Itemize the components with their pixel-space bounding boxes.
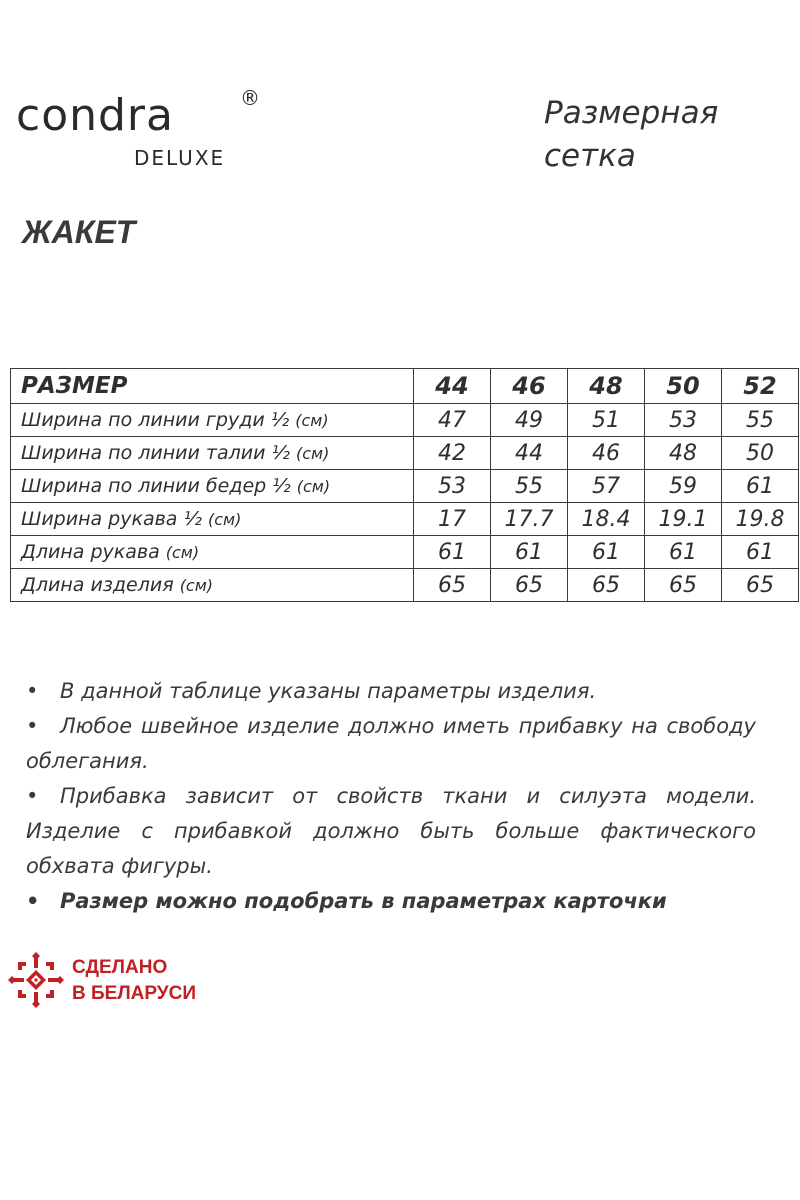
notes-list <box>26 674 756 919</box>
row-label-text: Ширина рукава ½ <box>21 508 202 530</box>
note-item <box>26 709 756 779</box>
size-cell: 50 <box>645 369 722 404</box>
value-cell: 19.1 <box>645 503 722 536</box>
value-cell: 65 <box>722 569 799 602</box>
size-cell: 44 <box>414 369 491 404</box>
row-unit: (см) <box>295 444 330 463</box>
row-label <box>11 503 414 536</box>
row-label-text: Длина рукава <box>21 541 160 563</box>
value-cell: 46 <box>568 437 645 470</box>
row-label <box>11 569 414 602</box>
brand-subline: DELUXE <box>134 146 226 170</box>
note-text: Любое швейное изделие должно иметь прибавку на свободу облегания. <box>26 714 756 773</box>
table-header-row <box>11 369 799 404</box>
value-cell: 49 <box>491 404 568 437</box>
table-row <box>11 503 799 536</box>
size-cell: 52 <box>722 369 799 404</box>
value-cell: 61 <box>414 536 491 569</box>
row-label <box>11 437 414 470</box>
row-unit: (см) <box>295 411 329 430</box>
value-cell: 65 <box>645 569 722 602</box>
registered-mark: ® <box>240 86 260 110</box>
note-text: Прибавка зависит от свойств ткани и силуэта модели. Изделие с прибавкой должно быть больше фактического обхвата фигуры. <box>26 784 756 878</box>
made-in-line-1: СДЕЛАНО <box>72 957 168 978</box>
value-cell: 47 <box>414 404 491 437</box>
value-cell: 51 <box>568 404 645 437</box>
row-unit: (см) <box>207 510 242 529</box>
belarus-ornament-icon <box>8 952 64 1008</box>
row-unit: (см) <box>165 543 200 562</box>
value-cell: 53 <box>414 470 491 503</box>
value-cell: 17 <box>414 503 491 536</box>
value-cell: 61 <box>645 536 722 569</box>
made-in-line-2: В БЕЛАРУСИ <box>72 983 197 1004</box>
heading-line-2: сетка <box>544 138 636 174</box>
value-cell: 65 <box>491 569 568 602</box>
value-cell: 53 <box>645 404 722 437</box>
note-item <box>26 779 756 884</box>
value-cell: 42 <box>414 437 491 470</box>
size-cell: 48 <box>568 369 645 404</box>
size-table <box>10 368 799 602</box>
table-row <box>11 536 799 569</box>
table-row <box>11 404 799 437</box>
value-cell: 57 <box>568 470 645 503</box>
value-cell: 50 <box>722 437 799 470</box>
value-cell: 48 <box>645 437 722 470</box>
row-label-text: Длина изделия <box>21 574 174 596</box>
page-heading <box>544 92 784 178</box>
value-cell: 55 <box>491 470 568 503</box>
value-cell: 65 <box>568 569 645 602</box>
note-item <box>26 884 756 919</box>
bullet-icon: • <box>26 889 40 913</box>
row-label-text: Ширина по линии груди ½ <box>21 409 290 431</box>
value-cell: 61 <box>722 536 799 569</box>
value-cell: 44 <box>491 437 568 470</box>
row-unit: (см) <box>296 477 331 496</box>
row-label <box>11 470 414 503</box>
value-cell: 65 <box>414 569 491 602</box>
bullet-icon: • <box>26 714 39 738</box>
bullet-icon: • <box>26 784 39 808</box>
size-cell: 46 <box>491 369 568 404</box>
row-label <box>11 536 414 569</box>
note-text: В данной таблице указаны параметры изделия. <box>60 679 597 703</box>
note-item <box>26 674 756 709</box>
value-cell: 59 <box>645 470 722 503</box>
table-row <box>11 437 799 470</box>
value-cell: 61 <box>568 536 645 569</box>
value-cell: 17.7 <box>491 503 568 536</box>
row-unit: (см) <box>179 576 214 595</box>
value-cell: 55 <box>722 404 799 437</box>
table-row <box>11 470 799 503</box>
value-cell: 61 <box>491 536 568 569</box>
product-title: ЖАКЕТ <box>22 214 136 250</box>
made-in-label <box>72 955 196 1007</box>
value-cell: 18.4 <box>568 503 645 536</box>
heading-line-1: Размерная <box>544 95 719 131</box>
bullet-icon: • <box>26 679 39 703</box>
brand-logo: condra <box>16 90 174 141</box>
note-text: Размер можно подобрать в параметрах карточки <box>60 889 667 913</box>
row-label <box>11 404 414 437</box>
row-label-text: Ширина по линии талии ½ <box>21 442 290 464</box>
row-label-text: Ширина по линии бедер ½ <box>21 475 291 497</box>
value-cell: 19.8 <box>722 503 799 536</box>
table-header-label: РАЗМЕР <box>11 369 414 404</box>
value-cell: 61 <box>722 470 799 503</box>
table-row <box>11 569 799 602</box>
